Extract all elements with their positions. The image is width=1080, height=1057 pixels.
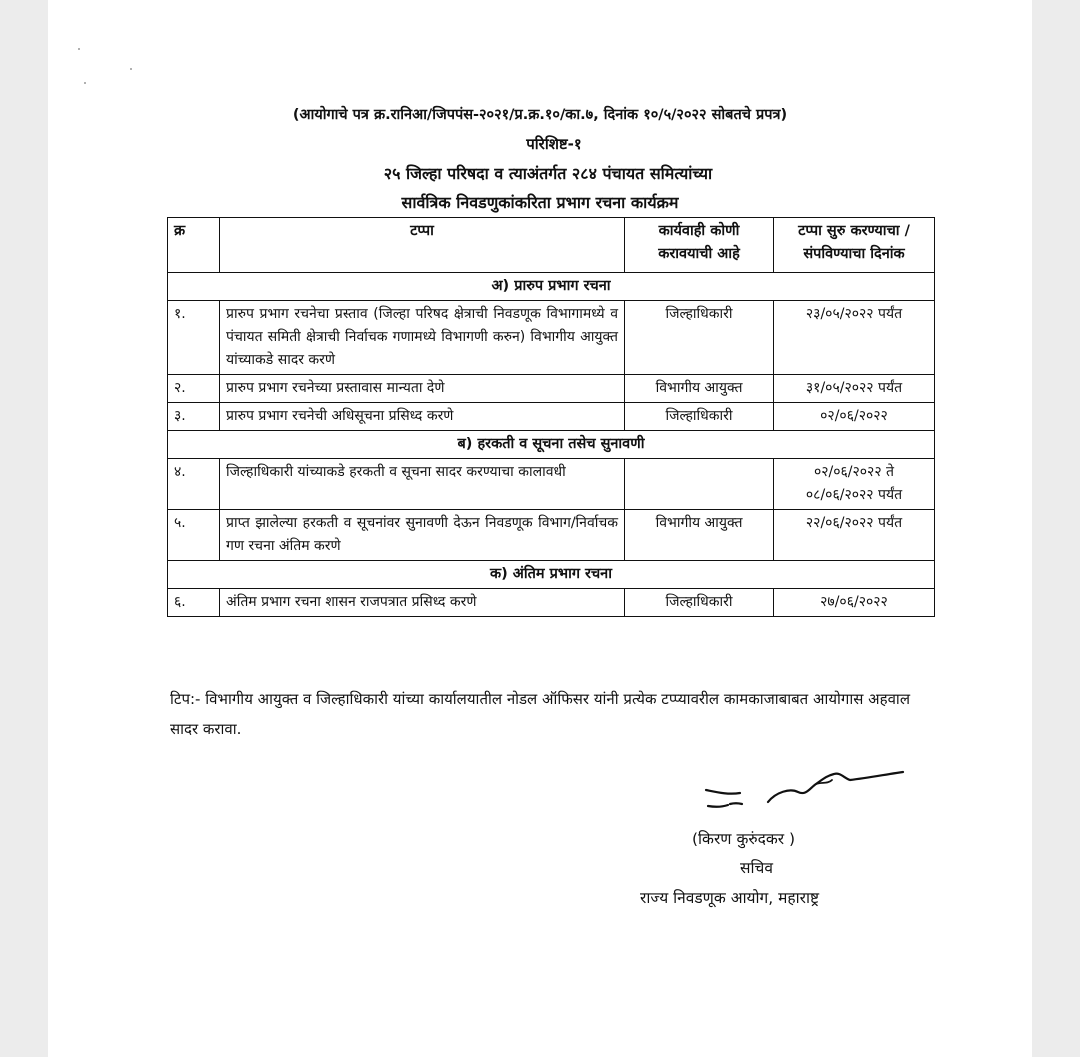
column-header-responsible: कार्यवाही कोणी करावयाची आहे — [625, 218, 774, 273]
appendix-label: परिशिष्ट-१ — [526, 135, 582, 153]
speck — [130, 68, 132, 70]
row-number: ४. — [168, 459, 220, 510]
row-responsible: जिल्हाधिकारी — [625, 301, 774, 375]
table-row — [168, 589, 935, 617]
row-date: ०२/०६/२०२२ ते ०८/०६/२०२२ पर्यंत — [774, 459, 935, 510]
section-title: ब) हरकती व सूचना तसेच सुनावणी — [168, 431, 935, 459]
row-responsible: विभागीय आयुक्त — [625, 375, 774, 403]
reference-line: (आयोगाचे पत्र क्र.रानिआ/जिपपंस-२०२१/प्र.क्र.१०/का.७, दिनांक १०/५/२०२२ सोबतचे प्रपत्र) — [292, 107, 788, 123]
section-row — [168, 561, 935, 589]
speck — [78, 48, 80, 50]
section-row — [168, 431, 935, 459]
document-title-line1: २५ जिल्हा परिषदा व त्याअंतर्गत २८४ पंचायत समित्यांच्या — [383, 164, 713, 183]
document-page — [48, 0, 1032, 1057]
row-number: ६. — [168, 589, 220, 617]
row-date: ३१/०५/२०२२ पर्यंत — [774, 375, 935, 403]
column-header-no: क्र — [168, 218, 220, 273]
signatory-designation: सचिव — [740, 859, 773, 877]
row-number: ३. — [168, 403, 220, 431]
section-row — [168, 273, 935, 301]
row-number: २. — [168, 375, 220, 403]
section-title: अ) प्रारुप प्रभाग रचना — [168, 273, 935, 301]
row-step: जिल्हाधिकारी यांच्याकडे हरकती व सूचना सादर करण्याचा कालावधी — [220, 459, 625, 510]
row-date: ०२/०६/२०२२ — [774, 403, 935, 431]
table-row — [168, 301, 935, 375]
table-row — [168, 459, 935, 510]
document-title-line2: सार्वत्रिक निवडणुकांकरिता प्रभाग रचना कार्यक्रम — [401, 193, 679, 212]
table-header-row — [168, 218, 935, 273]
row-step: प्रारुप प्रभाग रचनेची अधिसूचना प्रसिध्द करणे — [220, 403, 625, 431]
table-row — [168, 375, 935, 403]
row-responsible: जिल्हाधिकारी — [625, 403, 774, 431]
table-row — [168, 403, 935, 431]
column-header-step: टप्पा — [220, 218, 625, 273]
section-title: क) अंतिम प्रभाग रचना — [168, 561, 935, 589]
row-number: ५. — [168, 510, 220, 561]
row-date: २२/०६/२०२२ पर्यंत — [774, 510, 935, 561]
row-step: प्राप्त झालेल्या हरकती व सूचनांवर सुनावणी देऊन निवडणूक विभाग/निर्वाचक गण रचना अंतिम करणे — [220, 510, 625, 561]
row-step: अंतिम प्रभाग रचना शासन राजपत्रात प्रसिध्द करणे — [220, 589, 625, 617]
footnote: टिप:- विभागीय आयुक्त व जिल्हाधिकारी यांच्या कार्यालयातील नोडल ऑफिसर यांनी प्रत्येक टप्प्यावरील कामकाजाबाबत आयोगास अहवाल सादर करावा. — [170, 690, 910, 738]
speck — [84, 82, 86, 84]
signatory-name: (किरण कुरुंदकर ) — [692, 830, 796, 848]
row-step: प्रारुप प्रभाग रचनेच्या प्रस्तावास मान्यता देणे — [220, 375, 625, 403]
schedule-table — [167, 217, 935, 617]
signature-image — [698, 762, 913, 820]
row-step: प्रारुप प्रभाग रचनेचा प्रस्ताव (जिल्हा परिषद क्षेत्राची निवडणूक विभागामध्ये व पंचायत समिती क्षेत्राची निर्वाचक गणामध्ये विभागणी करुन) विभागीय आयुक्त यांच्याकडे सादर करणे — [220, 301, 625, 375]
row-number: १. — [168, 301, 220, 375]
table-row — [168, 510, 935, 561]
row-responsible: विभागीय आयुक्त — [625, 510, 774, 561]
signatory-office: राज्य निवडणूक आयोग, महाराष्ट्र — [640, 889, 820, 907]
row-date: २३/०५/२०२२ पर्यंत — [774, 301, 935, 375]
row-responsible: जिल्हाधिकारी — [625, 589, 774, 617]
row-date: २७/०६/२०२२ — [774, 589, 935, 617]
row-responsible — [625, 459, 774, 510]
column-header-date: टप्पा सुरु करण्याचा / संपविण्याचा दिनांक — [774, 218, 935, 273]
